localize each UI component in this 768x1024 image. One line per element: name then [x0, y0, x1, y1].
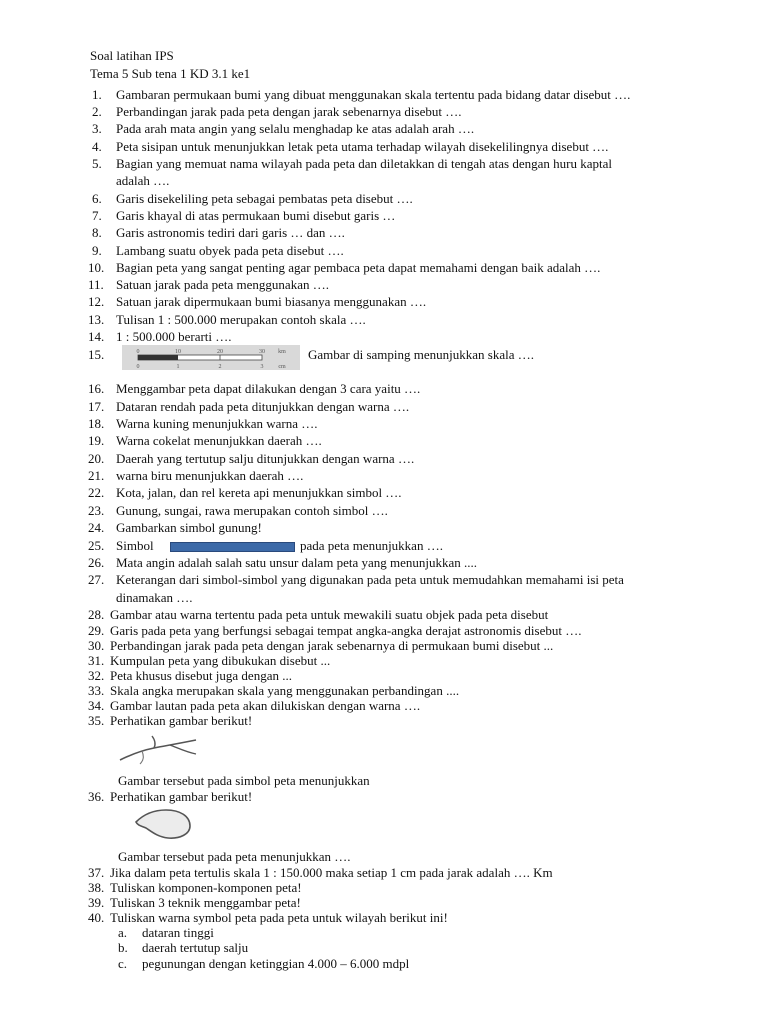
- question-31: 31. Kumpulan peta yang dibukukan disebut ...: [88, 653, 331, 668]
- question-3: 3. Pada arah mata angin yang selalu menghadap ke atas adalah arah ….: [92, 121, 475, 136]
- question-17: 17. Dataran rendah pada peta ditunjukkan dengan warna ….: [88, 399, 410, 414]
- question-36-answer-line: Gambar tersebut pada peta menunjukkan ….: [118, 849, 351, 864]
- subitem-c: c. pegunungan dengan ketinggian 4.000 – 6.000 mdpl: [118, 956, 410, 971]
- question-15-text: Gambar di samping menunjukkan skala ….: [308, 347, 535, 362]
- question-4: 4. Peta sisipan untuk menunjukkan letak peta utama terhadap wilayah disekelilingnya disebut ….: [92, 139, 609, 154]
- question-21: 21. warna biru menunjukkan daerah ….: [88, 468, 304, 483]
- document-subtitle: Tema 5 Sub tena 1 KD 3.1 ke1: [90, 66, 251, 81]
- subitem-b: b. daerah tertutup salju: [118, 940, 249, 955]
- question-36: 36. Perhatikan gambar berikut!: [88, 789, 253, 804]
- scale-cm-label-1: 1: [176, 364, 180, 370]
- scale-cm-label-2: 2: [218, 364, 222, 370]
- subitem-a: a. dataran tinggi: [118, 925, 214, 940]
- question-10: 10. Bagian peta yang sangat penting agar pembaca peta dapat memahami dengan baik adalah ….: [88, 260, 601, 275]
- question-24: 24. Gambarkan simbol gunung!: [88, 520, 262, 535]
- scale-km-label-20: 20: [217, 349, 223, 355]
- question-20: 20. Daerah yang tertutup salju ditunjukkan dengan warna ….: [88, 451, 415, 466]
- question-9: 9. Lambang suatu obyek pada peta disebut ….: [92, 243, 344, 258]
- blue-line-symbol: [170, 542, 295, 552]
- question-35-answer-line: Gambar tersebut pada simbol peta menunjukkan: [118, 773, 370, 788]
- question-40: 40. Tuliskan warna symbol peta pada peta untuk wilayah berikut ini!: [88, 910, 448, 925]
- question-30: 30. Perbandingan jarak pada peta dengan jarak sebenarnya di permukaan bumi disebut ...: [88, 638, 554, 653]
- scale-km-label-0: 0: [136, 349, 140, 355]
- question-18: 18. Warna kuning menunjukkan warna ….: [88, 416, 318, 431]
- question-25: 25. Simbol: [88, 538, 154, 553]
- question-29: 29. Garis pada peta yang berfungsi sebagai tempat angka-angka derajat astronomis disebut ….: [88, 623, 582, 638]
- question-32: 32. Peta khusus disebut juga dengan ...: [88, 668, 292, 683]
- question-2: 2. Perbandingan jarak pada peta dengan jarak sebenarnya disebut ….: [92, 104, 462, 119]
- scale-km-label-30: 30: [259, 349, 265, 355]
- question-38: 38. Tuliskan komponen-komponen peta!: [88, 880, 302, 895]
- scale-cm-unit: cm: [278, 364, 286, 370]
- scale-bar-figure: [122, 345, 300, 370]
- question-6: 6. Garis disekeliling peta sebagai pembatas peta disebut ….: [92, 191, 413, 206]
- scale-cm-label-3: 3: [260, 364, 264, 370]
- lake-symbol-figure: [132, 806, 196, 846]
- question-13: 13. Tulisan 1 : 500.000 merupakan contoh skala ….: [88, 312, 366, 327]
- question-27-continued: dinamakan ….: [116, 590, 193, 605]
- question-37: 37. Jika dalam peta tertulis skala 1 : 150.000 maka setiap 1 cm pada jarak adalah …. Km: [88, 865, 553, 880]
- question-19: 19. Warna cokelat menunjukkan daerah ….: [88, 433, 322, 448]
- question-28: 28. Gambar atau warna tertentu pada peta untuk mewakili suatu objek pada peta disebut: [88, 607, 549, 622]
- question-1: 1. Gambaran permukaan bumi yang dibuat menggunakan skala tertentu pada bidang datar disebut ….: [92, 87, 631, 102]
- question-14: 14. 1 : 500.000 berarti ….: [88, 329, 232, 344]
- question-33: 33. Skala angka merupakan skala yang menggunakan perbandingan ....: [88, 683, 460, 698]
- question-34: 34. Gambar lautan pada peta akan dilukiskan dengan warna ….: [88, 698, 421, 713]
- scale-km-unit: km: [278, 349, 286, 355]
- question-12: 12. Satuan jarak dipermukaan bumi biasanya menggunakan ….: [88, 294, 427, 309]
- question-7: 7. Garis khayal di atas permukaan bumi disebut garis …: [92, 208, 396, 223]
- river-symbol-figure: [118, 734, 200, 772]
- question-11: 11. Satuan jarak pada peta menggunakan ….: [88, 277, 329, 292]
- scale-cm-label-0: 0: [136, 364, 140, 370]
- question-25-text: pada peta menunjukkan ….: [300, 538, 443, 553]
- question-26: 26. Mata angin adalah salah satu unsur dalam peta yang menunjukkan ....: [88, 555, 478, 570]
- question-8: 8. Garis astronomis tediri dari garis … dan ….: [92, 225, 345, 240]
- question-22: 22. Kota, jalan, dan rel kereta api menunjukkan simbol ….: [88, 485, 402, 500]
- question-5-continued: adalah ….: [116, 173, 170, 188]
- scale-km-label-10: 10: [175, 349, 181, 355]
- question-5: 5. Bagian yang memuat nama wilayah pada peta dan diletakkan di tengah atas dengan huru kaptal: [92, 156, 612, 171]
- document-title: Soal latihan IPS: [90, 48, 174, 63]
- question-27: 27. Keterangan dari simbol-simbol yang digunakan pada peta untuk memudahkan memahami isi peta: [88, 572, 624, 587]
- question-39: 39. Tuliskan 3 teknik menggambar peta!: [88, 895, 301, 910]
- question-15-number: 15.: [88, 347, 105, 362]
- question-23: 23. Gunung, sungai, rawa merupakan contoh simbol ….: [88, 503, 388, 518]
- question-16: 16. Menggambar peta dapat dilakukan dengan 3 cara yaitu ….: [88, 381, 421, 396]
- question-35: 35. Perhatikan gambar berikut!: [88, 713, 253, 728]
